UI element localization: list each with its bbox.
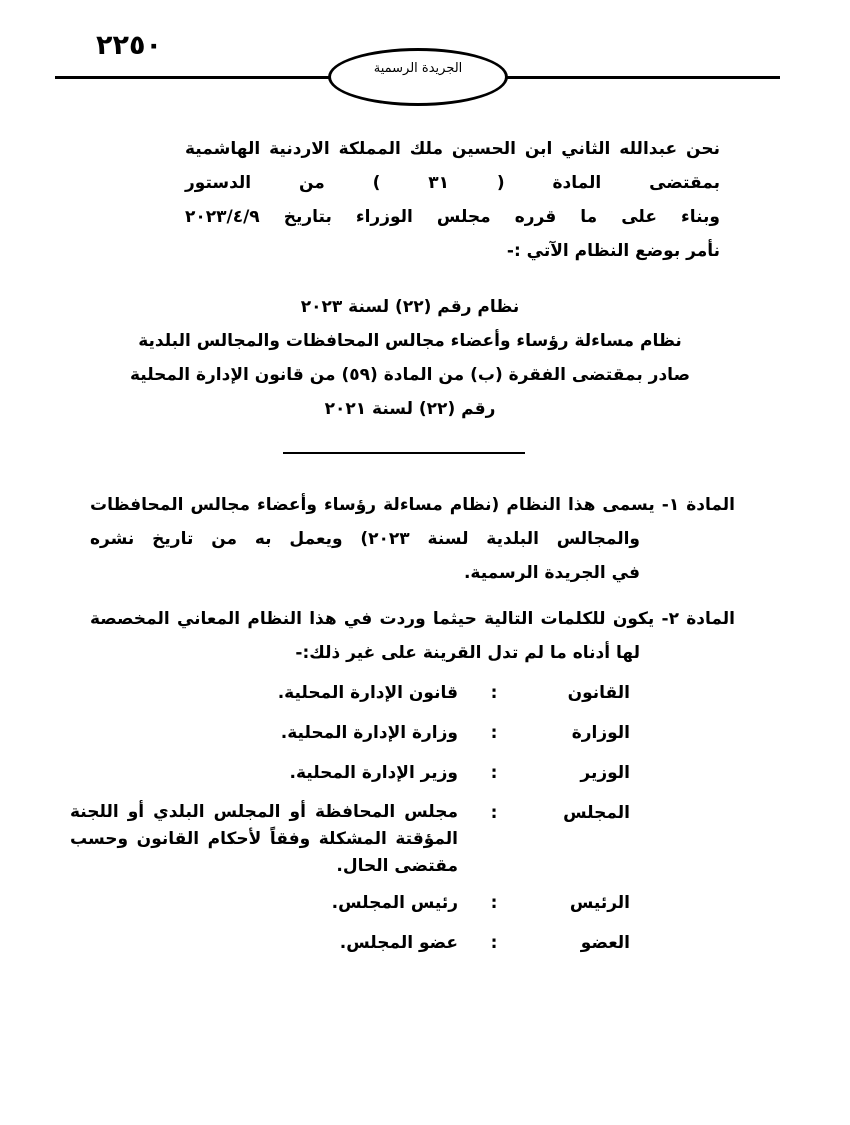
preamble-line-3: وبناء على ما قرره مجلس الوزراء بتاريخ ٢٠٢٣/٤/٩ <box>185 207 720 227</box>
definition-text: وزير الإدارة المحلية. <box>289 763 458 783</box>
article-2-line-2: لها أدناه ما لم تدل القرينة على غير ذلك:- <box>295 643 640 663</box>
article-1-line-3: في الجريدة الرسمية. <box>463 563 640 583</box>
regulation-heading <box>100 290 720 426</box>
regulation-title: نظام مساءلة رؤساء وأعضاء مجالس المحافظات والمجالس البلدية <box>138 331 682 351</box>
definition-text: مجلس المحافظة أو المجلس البلدي أو اللجنة المؤقتة المشكلة وفقاً لأحكام القانون وحسب مقتضى الحال. <box>70 802 458 876</box>
definition-colon: : <box>490 723 498 743</box>
page-number: ٢٢٥٠ <box>96 30 162 61</box>
preamble-line-2: بمقتضى المادة ( ٣١ ) من الدستور <box>185 173 720 193</box>
definition-colon: : <box>490 683 498 703</box>
definitions-list <box>70 676 630 966</box>
definition-term: العضو <box>580 933 630 953</box>
article-2 <box>90 602 735 670</box>
definition-colon: : <box>490 763 498 783</box>
definition-row <box>70 676 630 710</box>
definition-text: عضو المجلس. <box>339 933 458 953</box>
definition-term: الوزارة <box>571 723 630 743</box>
regulation-number: نظام رقم (٢٢) لسنة ٢٠٢٣ <box>300 297 520 317</box>
definition-term: الرئيس <box>569 893 630 913</box>
definition-colon: : <box>490 893 498 913</box>
definition-colon: : <box>490 933 498 953</box>
article-1-line-2: والمجالس البلدية لسنة ٢٠٢٣) ويعمل به من تاريخ نشره <box>90 529 640 549</box>
definition-row <box>70 796 630 880</box>
heading-divider <box>283 452 525 454</box>
definition-text: رئيس المجلس. <box>331 893 458 913</box>
royal-preamble <box>185 132 720 268</box>
definition-term: الوزير <box>580 763 630 783</box>
gazette-label: الجريدة الرسمية <box>373 60 463 76</box>
definition-colon: : <box>490 803 498 823</box>
definition-text: قانون الإدارة المحلية. <box>277 683 458 703</box>
regulation-basis: صادر بمقتضى الفقرة (ب) من المادة (٥٩) من قانون الإدارة المحلية <box>129 365 690 385</box>
regulation-law-reference: رقم (٢٢) لسنة ٢٠٢١ <box>324 399 496 419</box>
preamble-line-4: نأمر بوضع النظام الآتي :- <box>506 241 720 261</box>
gazette-header-oval <box>328 48 508 106</box>
article-1-line-1: المادة ١- يسمى هذا النظام (نظام مساءلة رؤساء وأعضاء مجالس المحافظات <box>90 495 735 515</box>
preamble-line-1: نحن عبدالله الثاني ابن الحسين ملك المملكة الاردنية الهاشمية <box>185 139 720 159</box>
definition-row <box>70 756 630 790</box>
definition-row <box>70 886 630 920</box>
definition-text: وزارة الإدارة المحلية. <box>280 723 458 743</box>
definition-row <box>70 716 630 750</box>
article-1 <box>90 488 735 590</box>
definition-row <box>70 926 630 960</box>
definition-term: القانون <box>567 683 630 703</box>
article-2-line-1: المادة ٢- يكون للكلمات التالية حيثما وردت في هذا النظام المعاني المخصصة <box>90 609 736 629</box>
definition-term: المجلس <box>563 803 630 823</box>
